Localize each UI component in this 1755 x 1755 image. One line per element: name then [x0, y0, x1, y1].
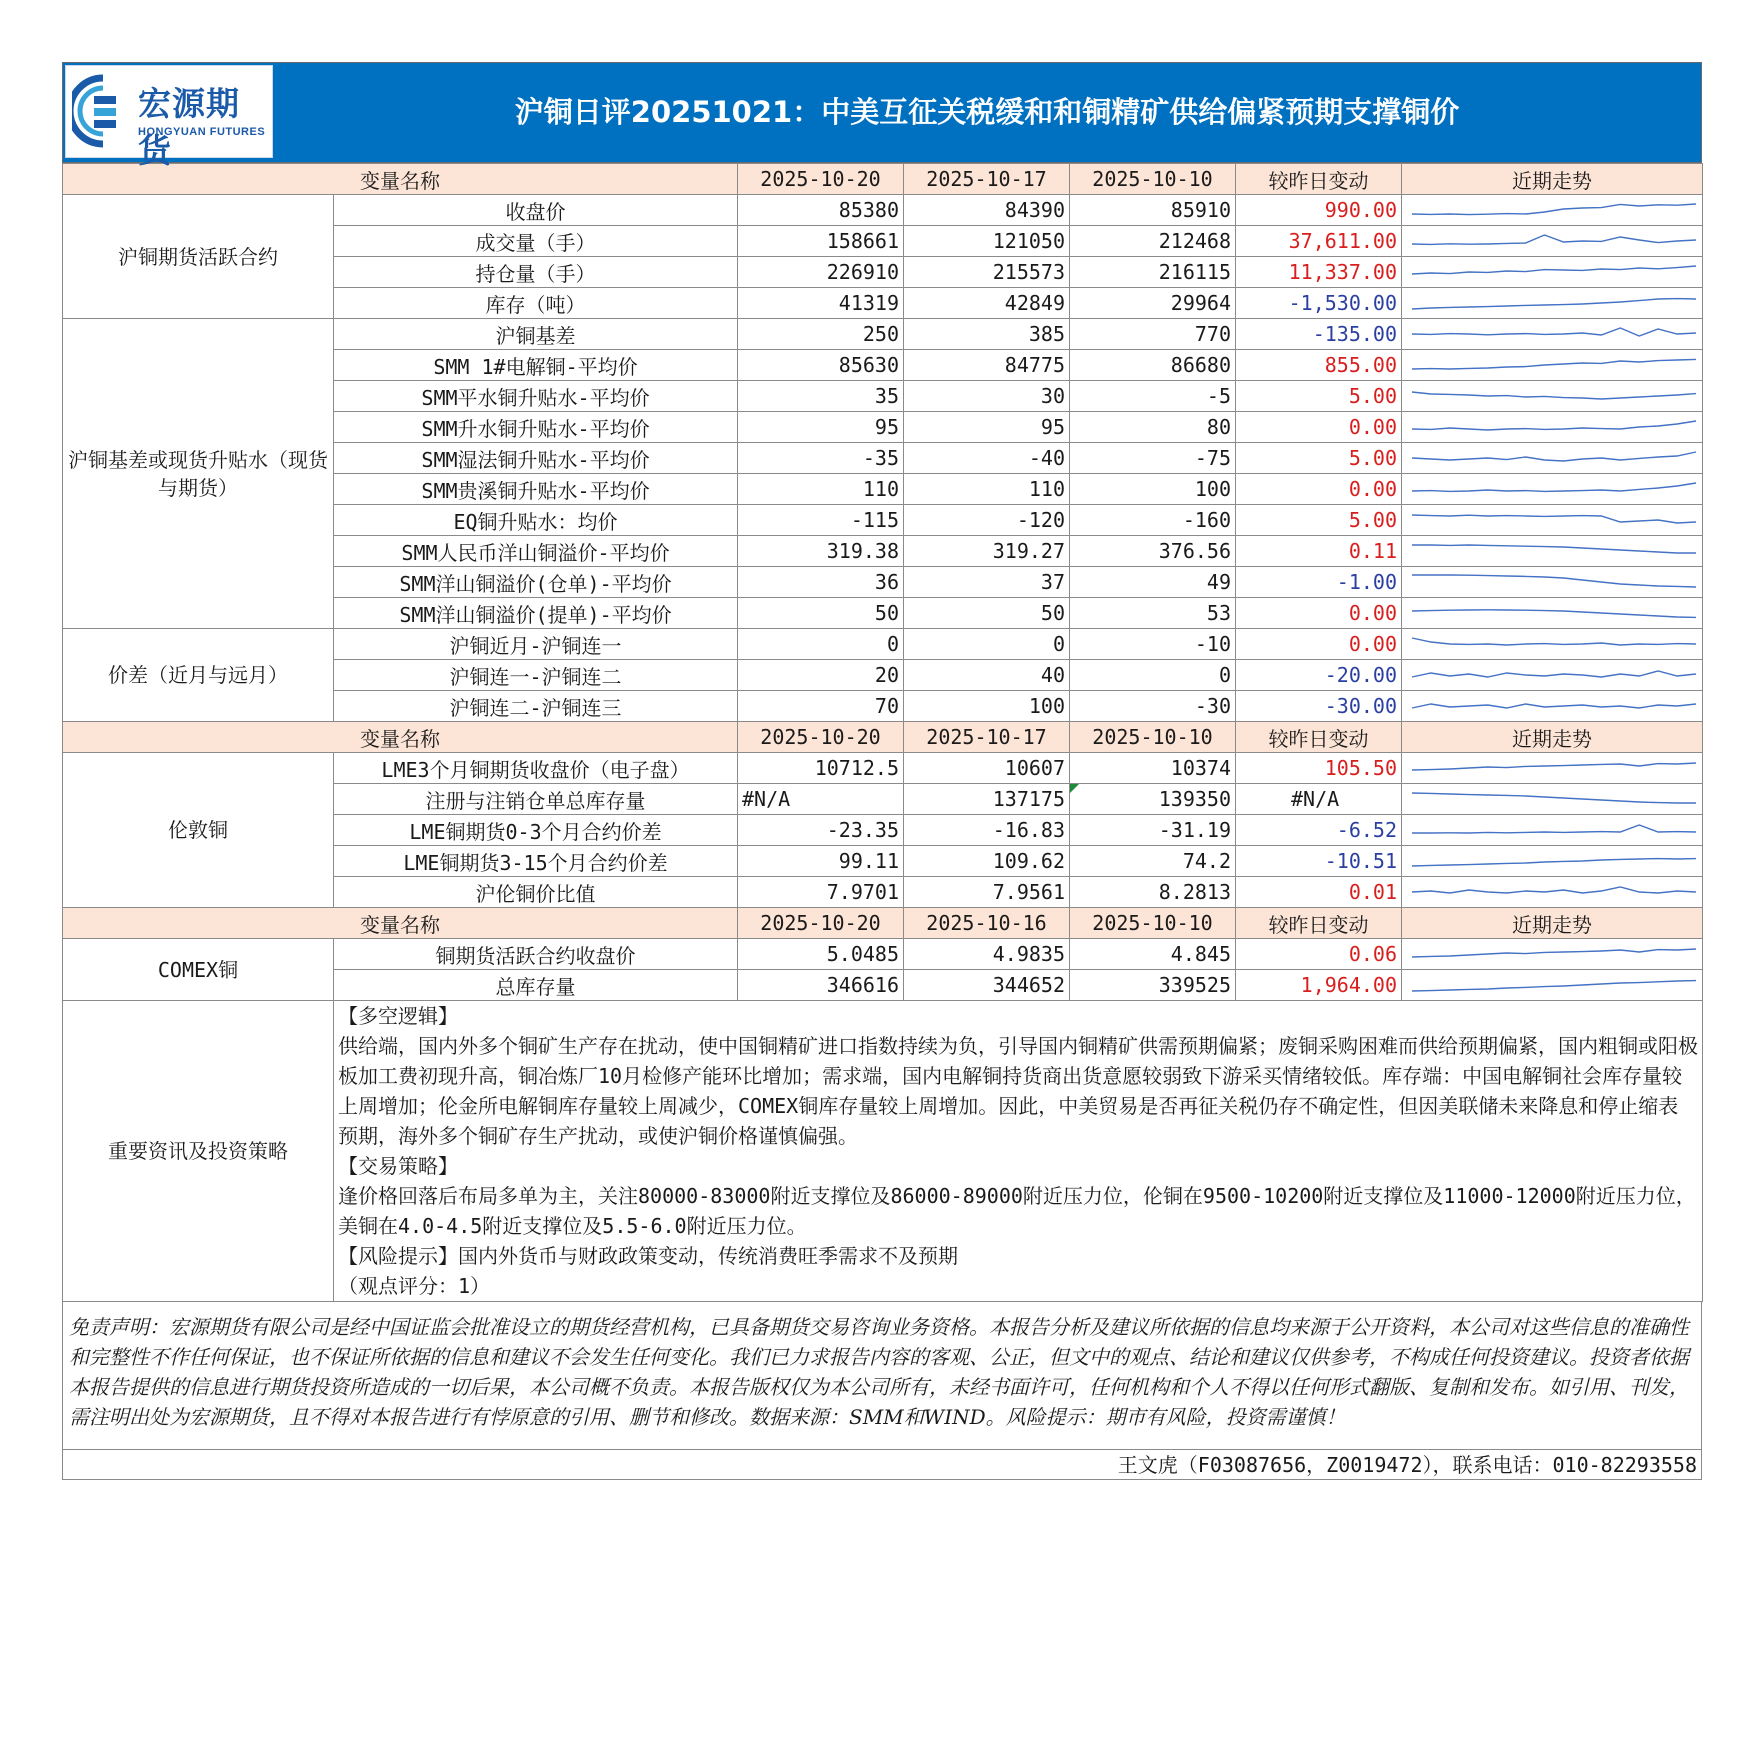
sparkline — [1406, 785, 1702, 813]
value-date-2: 215573 — [904, 257, 1070, 288]
header-change: 较昨日变动 — [1236, 164, 1402, 195]
value-date-2: 95 — [904, 412, 1070, 443]
sparkline-cell — [1402, 815, 1703, 846]
report-header — [62, 62, 1702, 170]
value-date-3: 139350 — [1070, 784, 1236, 815]
section-header-row — [63, 164, 1703, 195]
sparkline-cell — [1402, 846, 1703, 877]
sparkline — [1406, 599, 1702, 627]
change-value: 11,337.00 — [1236, 257, 1402, 288]
value-date-1: 70 — [738, 691, 904, 722]
sparkline — [1406, 227, 1702, 255]
sparkline-trend-line — [1412, 981, 1696, 991]
variable-name: 沪铜基差 — [334, 319, 738, 350]
change-value: 0.01 — [1236, 877, 1402, 908]
variable-name: LME铜期货3-15个月合约价差 — [334, 846, 738, 877]
sparkline — [1406, 289, 1702, 317]
sparkline-trend-line — [1412, 483, 1696, 491]
value-date-3: 86680 — [1070, 350, 1236, 381]
sparkline-trend-line — [1412, 421, 1696, 430]
sparkline-trend-line — [1412, 704, 1696, 708]
value-date-3: 376.56 — [1070, 536, 1236, 567]
value-date-1: 110 — [738, 474, 904, 505]
change-value: 0.00 — [1236, 474, 1402, 505]
sparkline — [1406, 506, 1702, 534]
variable-name: LME3个月铜期货收盘价（电子盘） — [334, 753, 738, 784]
group-label: 沪铜期货活跃合约 — [63, 195, 334, 319]
sparkline-cell — [1402, 381, 1703, 412]
group-label: 沪铜基差或现货升贴水（现货与期货） — [63, 319, 334, 629]
analyst-contact: 王文虎（F03087656，Z0019472），联系电话：010-82293558 — [62, 1450, 1702, 1480]
change-value: #N/A — [1236, 784, 1402, 815]
change-value: 0.00 — [1236, 598, 1402, 629]
value-date-2: 385 — [904, 319, 1070, 350]
sparkline-trend-line — [1412, 392, 1696, 399]
value-date-1: 0 — [738, 629, 904, 660]
value-date-1: #N/A — [738, 784, 904, 815]
sparkline-trend-line — [1412, 793, 1696, 803]
sparkline-trend-line — [1412, 859, 1696, 866]
variable-name: 沪铜连二-沪铜连三 — [334, 691, 738, 722]
change-value: 37,611.00 — [1236, 226, 1402, 257]
data-row — [63, 629, 1703, 660]
value-date-3: -31.19 — [1070, 815, 1236, 846]
header-trend: 近期走势 — [1402, 908, 1703, 939]
logo-english-name: HONGYUAN FUTURES — [138, 126, 266, 138]
value-date-1: 99.11 — [738, 846, 904, 877]
sparkline-cell — [1402, 784, 1703, 815]
sparkline-cell — [1402, 629, 1703, 660]
change-value: -135.00 — [1236, 319, 1402, 350]
section-header-row — [63, 722, 1703, 753]
sparkline — [1406, 444, 1702, 472]
sparkline — [1406, 971, 1702, 999]
value-date-3: 216115 — [1070, 257, 1236, 288]
value-date-3: 10374 — [1070, 753, 1236, 784]
sparkline-cell — [1402, 474, 1703, 505]
sparkline-trend-line — [1412, 545, 1696, 553]
sparkline — [1406, 382, 1702, 410]
value-date-2: 319.27 — [904, 536, 1070, 567]
sparkline — [1406, 475, 1702, 503]
value-date-3: 49 — [1070, 567, 1236, 598]
sparkline — [1406, 816, 1702, 844]
sparkline-cell — [1402, 505, 1703, 536]
sparkline — [1406, 568, 1702, 596]
value-date-2: 10607 — [904, 753, 1070, 784]
group-label: 伦敦铜 — [63, 753, 334, 908]
value-date-3: 80 — [1070, 412, 1236, 443]
logic-heading: 【多空逻辑】 — [338, 1004, 458, 1028]
value-date-1: 5.0485 — [738, 939, 904, 970]
sparkline — [1406, 537, 1702, 565]
variable-name: SMM 1#电解铜-平均价 — [334, 350, 738, 381]
value-date-2: 42849 — [904, 288, 1070, 319]
change-value: -30.00 — [1236, 691, 1402, 722]
change-value: 5.00 — [1236, 443, 1402, 474]
variable-name: 总库存量 — [334, 970, 738, 1001]
sparkline-trend-line — [1412, 610, 1696, 618]
data-row — [63, 319, 1703, 350]
value-date-1: 95 — [738, 412, 904, 443]
sparkline — [1406, 630, 1702, 658]
sparkline-cell — [1402, 691, 1703, 722]
value-date-3: -75 — [1070, 443, 1236, 474]
value-date-2: 344652 — [904, 970, 1070, 1001]
sparkline-cell — [1402, 598, 1703, 629]
data-row — [63, 753, 1703, 784]
variable-name: SMM人民币洋山铜溢价-平均价 — [334, 536, 738, 567]
sparkline-cell — [1402, 660, 1703, 691]
value-date-1: 158661 — [738, 226, 904, 257]
value-date-1: 41319 — [738, 288, 904, 319]
disclaimer: 免责声明：宏源期货有限公司是经中国证监会批准设立的期货经营机构，已具备期货交易咨询业务资格。本报告分析及建议所依据的信息均来源于公开资料，本公司对这些信息的准确性和完整性不作任何保证，也不保证所依据的信息和建议不会发生任何变化。我们已力求报告内容的客观、公正，但文中的观点、结论和建议仅供参考，不构成任何投资建议。投资者依据本报告提供的信息进行期货投资所造成的一切后果，本公司概不负责。本报告版权仅为本公司所有，未经书面许可，任何机构和个人不得以任何形式翻版、复制和发布。如引用、刊发，需注明出处为宏源期货，且不得对本报告进行有悖原意的引用、删节和修改。数据来源：SMM和WIND。风险提示：期市有风险，投资需谨慎！ — [62, 1302, 1702, 1450]
data-table — [62, 163, 1703, 1302]
value-date-2: 100 — [904, 691, 1070, 722]
header-variable-name: 变量名称 — [63, 908, 738, 939]
header-change: 较昨日变动 — [1236, 908, 1402, 939]
sparkline-trend-line — [1412, 515, 1696, 523]
logic-text: 供给端，国内外多个铜矿生产存在扰动，使中国铜精矿进口指数持续为负，引导国内铜精矿供需预期偏紧；废铜采购困难而供给预期偏紧，国内粗铜或阳极板加工费初现升高，铜冶炼厂10月检修产能环比增加；需求端，国内电解铜持货商出货意愿较弱致下游采买情绪较低。库存端：中国电解铜社会库存量较上周增加；伦金所电解铜库存量较上周减少，COMEX铜库存量较上周增加。因此，中美贸易是否再征关税仍存不确定性，但因美联储未来降息和停止缩表预期，海外多个铜矿存生产扰动，或使沪铜价格谨慎偏强。 — [338, 1034, 1698, 1148]
sparkline-cell — [1402, 970, 1703, 1001]
value-date-1: 36 — [738, 567, 904, 598]
variable-name: SMM贵溪铜升贴水-平均价 — [334, 474, 738, 505]
group-label: 价差（近月与远月） — [63, 629, 334, 722]
value-date-2: 137175 — [904, 784, 1070, 815]
sparkline-trend-line — [1412, 235, 1696, 244]
sparkline-cell — [1402, 412, 1703, 443]
sparkline-trend-line — [1412, 452, 1696, 461]
sparkline-trend-line — [1412, 638, 1696, 645]
value-date-3: 74.2 — [1070, 846, 1236, 877]
data-row — [63, 195, 1703, 226]
header-trend: 近期走势 — [1402, 164, 1703, 195]
change-value: 990.00 — [1236, 195, 1402, 226]
variable-name: SMM洋山铜溢价(仓单)-平均价 — [334, 567, 738, 598]
change-value: 1,964.00 — [1236, 970, 1402, 1001]
sparkline — [1406, 754, 1702, 782]
data-row — [63, 939, 1703, 970]
sparkline-cell — [1402, 350, 1703, 381]
sparkline-cell — [1402, 877, 1703, 908]
variable-name: LME铜期货0-3个月合约价差 — [334, 815, 738, 846]
value-date-1: 10712.5 — [738, 753, 904, 784]
value-date-3: 85910 — [1070, 195, 1236, 226]
change-value: 5.00 — [1236, 505, 1402, 536]
change-value: 0.00 — [1236, 412, 1402, 443]
change-value: 5.00 — [1236, 381, 1402, 412]
variable-name: 铜期货活跃合约收盘价 — [334, 939, 738, 970]
value-date-3: -5 — [1070, 381, 1236, 412]
sparkline-cell — [1402, 288, 1703, 319]
value-date-2: 84775 — [904, 350, 1070, 381]
change-value: -6.52 — [1236, 815, 1402, 846]
view-score: （观点评分：1） — [338, 1274, 491, 1298]
sparkline — [1406, 258, 1702, 286]
sparkline-trend-line — [1412, 575, 1696, 587]
value-date-1: -115 — [738, 505, 904, 536]
risk-warning: 【风险提示】国内外货币与财政政策变动，传统消费旺季需求不及预期 — [338, 1244, 958, 1268]
value-date-2: 30 — [904, 381, 1070, 412]
value-date-3: 8.2813 — [1070, 877, 1236, 908]
value-date-2: 121050 — [904, 226, 1070, 257]
logo-chinese-name: 宏源期货 — [138, 84, 240, 170]
sparkline-trend-line — [1412, 671, 1696, 677]
value-date-3: 339525 — [1070, 970, 1236, 1001]
header-change: 较昨日变动 — [1236, 722, 1402, 753]
change-value: 0.06 — [1236, 939, 1402, 970]
header-date-1: 2025-10-20 — [738, 164, 904, 195]
sparkline-trend-line — [1412, 887, 1696, 893]
sparkline-cell — [1402, 939, 1703, 970]
value-date-2: -120 — [904, 505, 1070, 536]
change-value: 0.00 — [1236, 629, 1402, 660]
sparkline — [1406, 692, 1702, 720]
value-date-2: 37 — [904, 567, 1070, 598]
logo-emblem-icon — [72, 74, 134, 148]
company-logo — [65, 65, 273, 170]
header-date-3: 2025-10-10 — [1070, 164, 1236, 195]
sparkline — [1406, 661, 1702, 689]
sparkline — [1406, 847, 1702, 875]
header-date-2: 2025-10-17 — [904, 722, 1070, 753]
value-date-1: 346616 — [738, 970, 904, 1001]
sparkline-trend-line — [1412, 825, 1696, 833]
value-date-3: 4.845 — [1070, 939, 1236, 970]
change-value: -10.51 — [1236, 846, 1402, 877]
sparkline-cell — [1402, 319, 1703, 350]
value-date-3: -160 — [1070, 505, 1236, 536]
variable-name: EQ铜升贴水：均价 — [334, 505, 738, 536]
header-trend: 近期走势 — [1402, 722, 1703, 753]
variable-name: 收盘价 — [334, 195, 738, 226]
header-date-3: 2025-10-10 — [1070, 908, 1236, 939]
header-date-3: 2025-10-10 — [1070, 722, 1236, 753]
sparkline-cell — [1402, 567, 1703, 598]
report-title: 沪铜日评20251021：中美互征关税缓和和铜精矿供给偏紧预期支撑铜价 — [514, 95, 1460, 129]
value-date-3: 100 — [1070, 474, 1236, 505]
value-date-3: -10 — [1070, 629, 1236, 660]
value-date-3: 212468 — [1070, 226, 1236, 257]
value-date-1: 7.9701 — [738, 877, 904, 908]
sparkline-cell — [1402, 753, 1703, 784]
sparkline-cell — [1402, 443, 1703, 474]
change-value: -1.00 — [1236, 567, 1402, 598]
value-date-1: 85380 — [738, 195, 904, 226]
sparkline — [1406, 196, 1702, 224]
variable-name: 持仓量（手） — [334, 257, 738, 288]
section-header-row — [63, 908, 1703, 939]
variable-name: SMM湿法铜升贴水-平均价 — [334, 443, 738, 474]
value-date-2: 0 — [904, 629, 1070, 660]
value-date-3: 53 — [1070, 598, 1236, 629]
header-date-2: 2025-10-16 — [904, 908, 1070, 939]
header-date-1: 2025-10-20 — [738, 722, 904, 753]
value-date-2: 50 — [904, 598, 1070, 629]
sparkline-cell — [1402, 195, 1703, 226]
variable-name: 注册与注销仓单总库存量 — [334, 784, 738, 815]
value-date-1: -23.35 — [738, 815, 904, 846]
sparkline-cell — [1402, 226, 1703, 257]
sparkline-trend-line — [1412, 299, 1696, 309]
sparkline — [1406, 320, 1702, 348]
header-variable-name: 变量名称 — [63, 164, 738, 195]
value-date-2: 40 — [904, 660, 1070, 691]
change-value: -20.00 — [1236, 660, 1402, 691]
value-date-1: 50 — [738, 598, 904, 629]
trading-text: 逢价格回落后布局多单为主，关注80000-83000附近支撑位及86000-89000附近压力位，伦铜在9500-10200附近支撑位及11000-12000附近压力位，美铜在4.0-4.5附近支撑位及5.5-6.0附近压力位。 — [338, 1184, 1696, 1238]
variable-name: 库存（吨） — [334, 288, 738, 319]
header-variable-name: 变量名称 — [63, 722, 738, 753]
value-date-3: 770 — [1070, 319, 1236, 350]
variable-name: SMM升水铜升贴水-平均价 — [334, 412, 738, 443]
sparkline-trend-line — [1412, 204, 1696, 215]
value-date-1: 250 — [738, 319, 904, 350]
sparkline-cell — [1402, 536, 1703, 567]
value-date-2: -16.83 — [904, 815, 1070, 846]
change-value: -1,530.00 — [1236, 288, 1402, 319]
trading-heading: 【交易策略】 — [338, 1154, 458, 1178]
value-date-2: 84390 — [904, 195, 1070, 226]
variable-name: 沪伦铜价比值 — [334, 877, 738, 908]
header-date-2: 2025-10-17 — [904, 164, 1070, 195]
value-date-1: 319.38 — [738, 536, 904, 567]
report-sheet — [62, 62, 1702, 1480]
value-date-3: -30 — [1070, 691, 1236, 722]
sparkline-trend-line — [1412, 763, 1696, 770]
strategy-content — [334, 1001, 1703, 1302]
variable-name: 沪铜连一-沪铜连二 — [334, 660, 738, 691]
variable-name: 沪铜近月-沪铜连一 — [334, 629, 738, 660]
value-date-3: 0 — [1070, 660, 1236, 691]
value-date-3: 29964 — [1070, 288, 1236, 319]
change-value: 855.00 — [1236, 350, 1402, 381]
value-date-1: 85630 — [738, 350, 904, 381]
value-date-2: -40 — [904, 443, 1070, 474]
header-date-1: 2025-10-20 — [738, 908, 904, 939]
strategy-row — [63, 1001, 1703, 1302]
value-date-2: 4.9835 — [904, 939, 1070, 970]
sparkline — [1406, 413, 1702, 441]
group-label: COMEX铜 — [63, 939, 334, 1001]
value-date-1: 226910 — [738, 257, 904, 288]
variable-name: SMM平水铜升贴水-平均价 — [334, 381, 738, 412]
value-date-2: 7.9561 — [904, 877, 1070, 908]
sparkline-cell — [1402, 257, 1703, 288]
value-date-2: 110 — [904, 474, 1070, 505]
change-value: 0.11 — [1236, 536, 1402, 567]
strategy-label: 重要资讯及投资策略 — [63, 1001, 334, 1302]
variable-name: 成交量（手） — [334, 226, 738, 257]
sparkline-trend-line — [1412, 949, 1696, 957]
sparkline — [1406, 940, 1702, 968]
sparkline — [1406, 878, 1702, 906]
value-date-2: 109.62 — [904, 846, 1070, 877]
sparkline — [1406, 351, 1702, 379]
variable-name: SMM洋山铜溢价(提单)-平均价 — [334, 598, 738, 629]
change-value: 105.50 — [1236, 753, 1402, 784]
sparkline-trend-line — [1412, 359, 1696, 369]
value-date-1: -35 — [738, 443, 904, 474]
value-date-1: 35 — [738, 381, 904, 412]
sparkline-trend-line — [1412, 328, 1696, 336]
value-date-1: 20 — [738, 660, 904, 691]
sparkline-trend-line — [1412, 266, 1696, 274]
